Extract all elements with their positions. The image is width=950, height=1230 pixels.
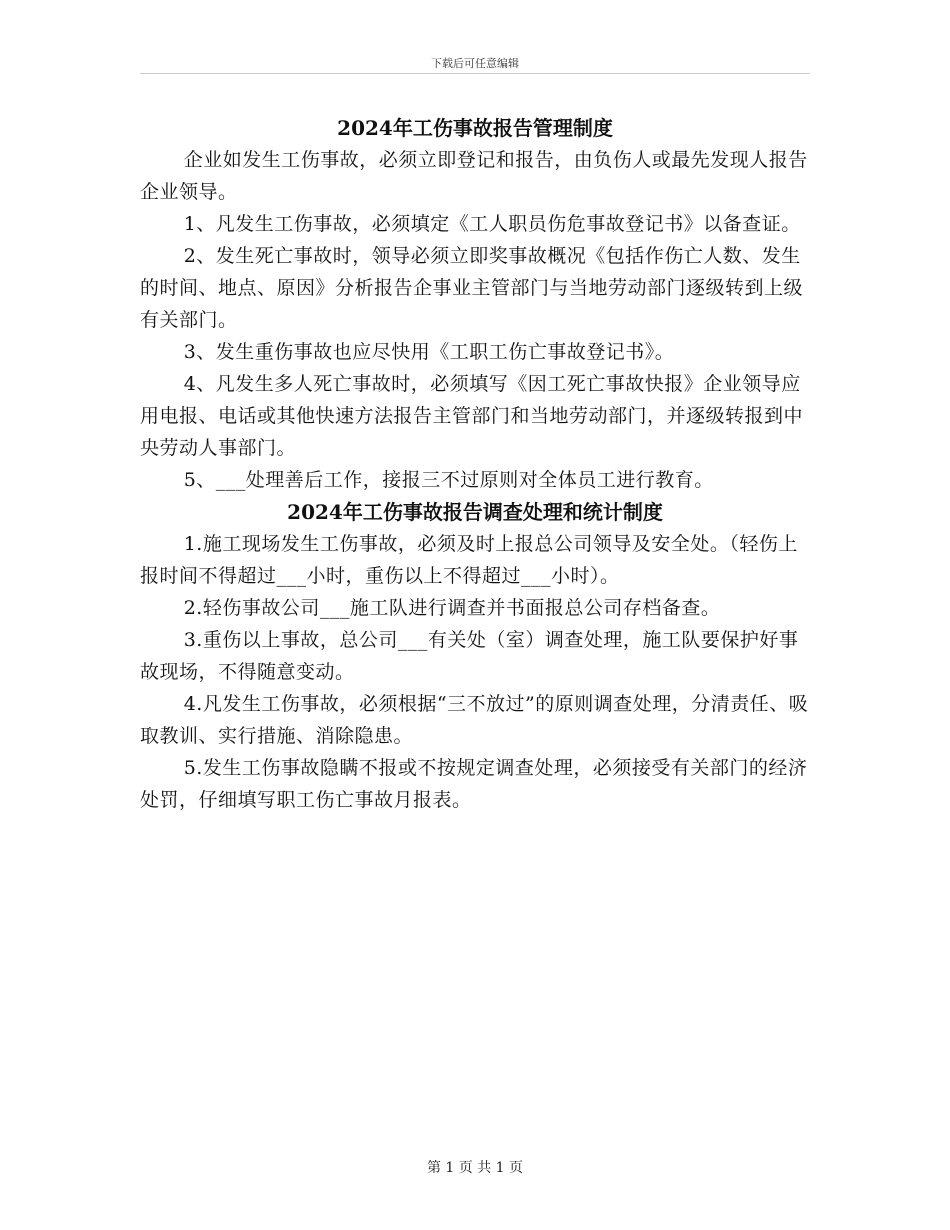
document-body bbox=[140, 112, 810, 816]
section-2-title: 2024年工伤事故报告调查处理和统计制度 bbox=[287, 500, 663, 524]
section-1-paragraph: 3、发生重伤事故也应尽快用《工职工伤亡事故登记书》。 bbox=[183, 341, 675, 363]
section-1-paragraph: 1、凡发生工伤事故，必须填定《工人职员伤危事故登记书》以备查证。 bbox=[183, 213, 801, 235]
header-divider bbox=[140, 73, 810, 74]
section-2-paragraph: 5.发生工伤事故隐瞒不报或不按规定调查处理，必须接受有关部门的经济处罚，仔细填写职工伤亡事故月报表。 bbox=[140, 757, 808, 811]
section-1-paragraph: 4、凡发生多人死亡事故时，必须填写《因工死亡事故快报》企业领导应用电报、电话或其他快速方法报告主管部门和当地劳动部门，并逐级转报到中央劳动人事部门。 bbox=[140, 373, 804, 459]
section-1-title: 2024年工伤事故报告管理制度 bbox=[337, 116, 613, 140]
section-2-paragraph: 4.凡发生工伤事故，必须根据“三不放过”的原则调查处理，分清责任、吸取教训、实行措施、消除隐患。 bbox=[140, 693, 809, 747]
section-2-paragraph: 3.重伤以上事故，总公司___有关处（室）调查处理，施工队要保护好事故现场，不得随意变动。 bbox=[140, 629, 799, 683]
section-1-paragraph: 5、___处理善后工作，接报三不过原则对全体员工进行教育。 bbox=[183, 469, 714, 491]
section-1-paragraph: 企业如发生工伤事故，必须立即登记和报告，由负伤人或最先发现人报告企业领导。 bbox=[140, 149, 808, 203]
section-2-paragraph: 1.施工现场发生工伤事故，必须及时上报总公司领导及安全处。（轻伤上报时间不得超过___小时，重伤以上不得超过___小时）。 bbox=[140, 533, 798, 587]
page-header: 下载后可任意编辑 bbox=[431, 57, 519, 70]
section-1-paragraph: 2、发生死亡事故时，领导必须立即奖事故概况《包括作伤亡人数、发生的时间、地点、原因》分析报告企事业主管部门与当地劳动部门逐级转到上级有关部门。 bbox=[140, 245, 804, 331]
page-number: 第 1 页 共 1 页 bbox=[426, 1160, 524, 1176]
section-2-paragraph: 2.轻伤事故公司___施工队进行调查并书面报总公司存档备查。 bbox=[183, 597, 721, 619]
